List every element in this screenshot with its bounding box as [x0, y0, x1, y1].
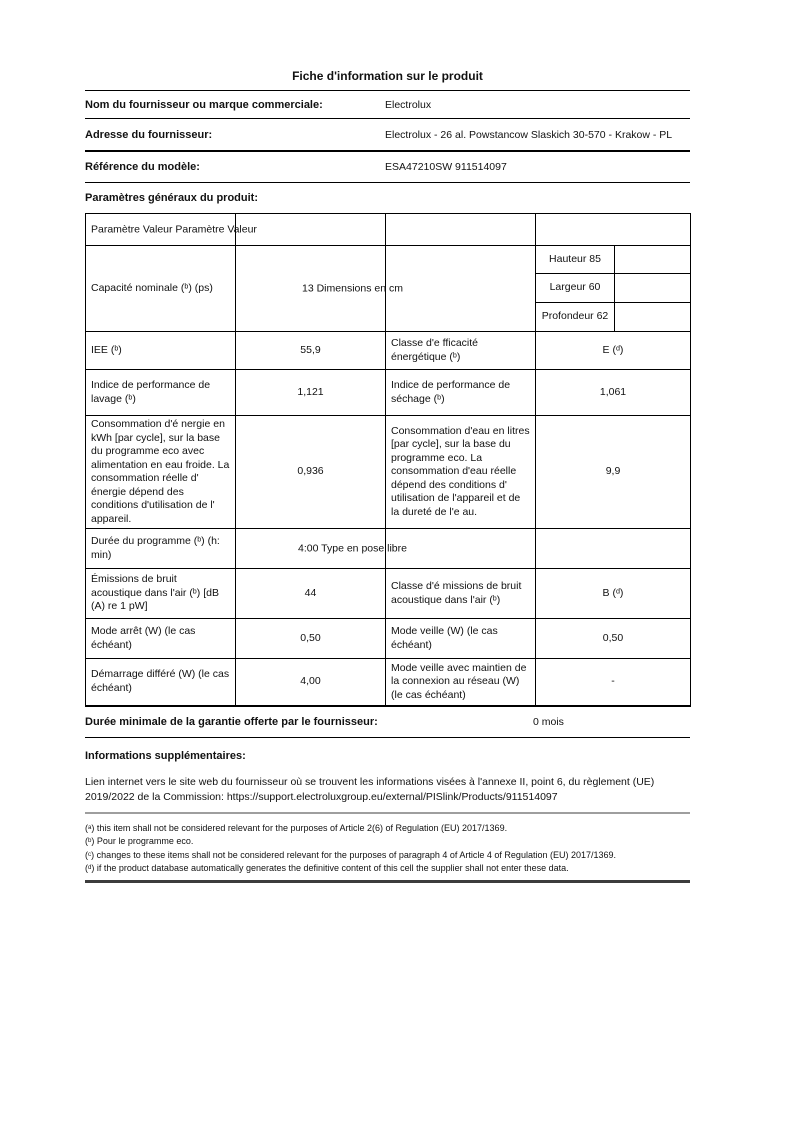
energy-class-value: E (ᵈ): [536, 332, 691, 370]
program-duration-value: 4:00 Type en pose libre: [298, 541, 407, 554]
duration-row: [86, 529, 691, 569]
product-fiche-page: [85, 0, 690, 883]
general-parameters-heading: Paramètres généraux du produit:: [85, 192, 258, 204]
additional-info-heading: Informations supplémentaires:: [85, 749, 246, 762]
warranty-value: 0 mois: [533, 715, 564, 728]
delayed-start-param: Démarrage différé (W) (le cas échéant): [86, 659, 236, 706]
networked-standby-value: -: [536, 659, 691, 706]
performance-row: [86, 370, 691, 416]
drying-index-value: 1,061: [536, 370, 691, 416]
dimension-height: Hauteur 85: [536, 246, 615, 274]
noise-class-value: B (ᵈ): [536, 569, 691, 619]
iee-row: [86, 332, 691, 370]
footnote-a: (ᵃ) this item shall not be considered relevant for the purposes of Article 2(6) of Regulation (EU) 2017/1369.: [85, 822, 508, 833]
model-label: Référence du modèle:: [85, 161, 200, 173]
footnote-c: (ᶜ) changes to these items shall not be considered relevant for the purposes of paragraph 4 of Article 4 of Regulation (EU) 2017/1369.: [85, 849, 616, 860]
off-mode-row: [86, 619, 691, 659]
header-text: Paramètre Valeur Paramètre Valeur: [91, 222, 257, 235]
capacity-value: 13 Dimensions en cm: [302, 281, 403, 294]
iee-value: 55,9: [236, 332, 386, 370]
capacity-value-cell: [236, 246, 403, 332]
address-row: [85, 118, 690, 150]
energy-class-param: Classe d'e fficacité énergétique (ᵇ): [386, 332, 536, 370]
networked-standby-param: Mode veille avec maintien de la connexion au réseau (W) (le cas échéant): [386, 659, 536, 706]
washing-index-value: 1,121: [236, 370, 386, 416]
dimension-depth: Profondeur 62: [536, 303, 615, 332]
page-title: Fiche d'information sur le produit: [292, 69, 483, 83]
parameters-table: [85, 213, 691, 707]
warranty-row: [85, 707, 690, 738]
energy-consumption-param: Consommation d'é nergie en kWh [par cycle], sur la base du programme eco avec alimentation en eau froide. La consommation réelle d' énergie dépend des conditions d'utilisation de l' appareil.: [86, 416, 236, 529]
drying-index-param: Indice de performance de séchage (ᵇ): [386, 370, 536, 416]
water-consumption-value: 9,9: [536, 416, 691, 529]
supplier-label: Nom du fournisseur ou marque commerciale:: [85, 98, 323, 111]
address-value: Electrolux - 26 al. Powstancow Slaskich 30-570 - Krakow - PL: [385, 128, 673, 141]
energy-consumption-value: 0,936: [236, 416, 386, 529]
standby-param: Mode veille (W) (le cas échéant): [386, 619, 536, 659]
warranty-label: Durée minimale de la garantie offerte par le fournisseur:: [85, 715, 378, 728]
off-mode-value: 0,50: [236, 619, 386, 659]
off-mode-param: Mode arrêt (W) (le cas échéant): [86, 619, 236, 659]
iee-param: IEE (ᵇ): [86, 332, 236, 370]
footnote-b: (ᵇ) Pour le programme eco.: [85, 836, 194, 846]
dimensions-row-1: [86, 246, 691, 274]
supplier-info-table: [85, 90, 690, 183]
dimension-width: Largeur 60: [536, 274, 615, 303]
program-duration-param: Durée du programme (ᵇ) (h: min): [86, 529, 236, 569]
noise-param: Émissions de bruit acoustique dans l'air (ᵇ) [dB (A) re 1 pW]: [86, 569, 236, 619]
noise-row: [86, 569, 691, 619]
bottom-rule: [85, 880, 690, 883]
supplier-row: [85, 90, 690, 118]
supplier-website-link-text: Lien internet vers le site web du fournisseur où se trouvent les informations visées à l'annexe II, point 6, du règlement (UE) 2019/2022 de la Commission: https://support.electroluxgroup.eu/external/PISlink/Products/911514097: [85, 775, 655, 803]
capacity-param: Capacité nominale (ᵇ) (ps): [86, 246, 236, 332]
footnote-divider: [85, 812, 690, 814]
noise-value: 44: [236, 569, 386, 619]
consumption-row: [86, 416, 691, 529]
model-value: ESA47210SW 911514097: [385, 161, 507, 173]
washing-index-param: Indice de performance de lavage (ᵇ): [86, 370, 236, 416]
standby-value: 0,50: [536, 619, 691, 659]
delayed-start-row: [86, 659, 691, 706]
supplier-value: Electrolux: [385, 98, 432, 111]
footnote-d: (ᵈ) if the product database automatically generates the definitive content of this cell the supplier shall not enter these data.: [85, 863, 569, 873]
address-label: Adresse du fournisseur:: [85, 128, 213, 141]
water-consumption-param: Consommation d'eau en litres [par cycle], sur la base du programme eco. La consommation d'eau réelle dépend des conditions d' utilisation de l'appareil et de la dureté de l'e au.: [386, 416, 536, 529]
footnotes: [85, 822, 690, 876]
program-duration-cell: [236, 529, 407, 569]
noise-class-param: Classe d'é missions de bruit acoustique dans l'air (ᵇ): [386, 569, 536, 619]
delayed-start-value: 4,00: [236, 659, 386, 706]
table-header-row: [86, 214, 691, 246]
model-row: [85, 150, 690, 182]
header-cell: [86, 214, 257, 246]
